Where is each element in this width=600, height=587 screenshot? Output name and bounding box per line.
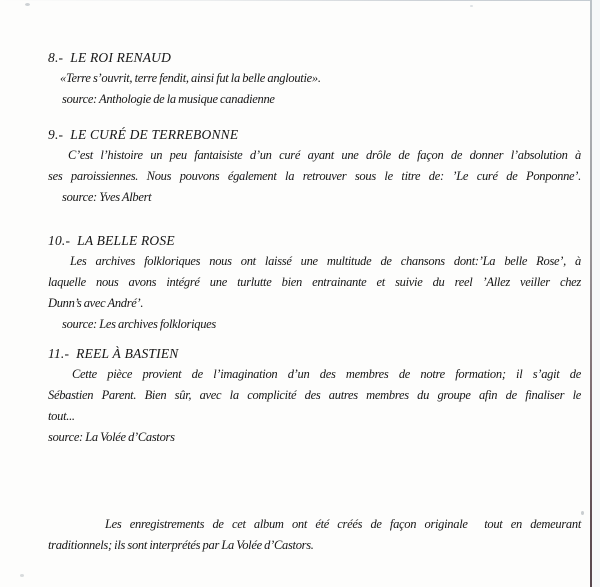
track-section-8 <box>48 47 581 110</box>
track-title: REEL À BASTIEN <box>76 346 179 361</box>
track-heading <box>48 124 581 145</box>
track-quote: «Terre s’ouvrit, terre fendit, ainsi fut la belle angloutie». <box>60 71 321 85</box>
scan-paper-edge-top <box>0 0 600 1</box>
track-title: LE CURÉ DE TERREBONNE <box>70 127 239 142</box>
track-title: LE ROI RENAUD <box>70 50 172 65</box>
scan-dust-speck <box>470 5 473 7</box>
track-number: 11.- <box>48 346 70 361</box>
track-description-line: Dunn’s avec André’. <box>48 296 144 310</box>
track-source: source: Les archives folkloriques <box>62 317 216 331</box>
scan-background-strip <box>592 0 600 587</box>
track-title: LA BELLE ROSE <box>77 233 175 248</box>
track-number: 8.- <box>48 50 64 65</box>
track-description-line: C’est l’histoire un peu fantaisiste d’un curé ayant une drôle de façon de donner l’absolution à <box>68 148 581 162</box>
track-description-line: Sébastien Parent. Bien sûr, avec la complicité des autres membres du groupe afin de finaliser le <box>48 388 581 402</box>
scan-paper-edge-right <box>590 0 592 587</box>
track-section-9 <box>48 124 581 208</box>
track-heading <box>48 47 581 68</box>
liner-notes-page <box>48 47 581 556</box>
track-description-line: ses paroissiennes. Nous pouvons également la retrouver sous le titre de: ’Le curé de Ponponne’. <box>48 169 581 183</box>
track-heading <box>48 343 581 364</box>
track-number: 9.- <box>48 127 64 142</box>
track-number: 10.- <box>48 233 71 248</box>
track-section-10 <box>48 230 581 335</box>
track-source: source: La Volée d’Castors <box>48 430 175 444</box>
track-description-line: laquelle nous avons intégré une turlutte bien entrainante et suivie du reel ’Allez veiller chez <box>48 275 581 289</box>
scan-dust-speck <box>20 574 24 577</box>
track-description-line: Cette pièce provient de l’imagination d’un des membres de notre formation; il s’agit de <box>72 367 581 381</box>
scan-dust-speck <box>581 511 584 515</box>
track-source: source: Anthologie de la musique canadienne <box>62 92 275 106</box>
album-note-line: Les enregistrements de cet album ont été créés de façon originale tout en demeurant <box>105 517 581 531</box>
track-section-11 <box>48 343 581 448</box>
scan-dust-speck <box>25 3 30 6</box>
track-heading <box>48 230 581 251</box>
track-description-line: tout... <box>48 409 75 423</box>
album-note <box>48 514 581 556</box>
album-note-line: traditionnels; ils sont interprétés par La Volée d’Castors. <box>48 538 314 552</box>
track-source: source: Yves Albert <box>62 190 152 204</box>
track-description-line: Les archives folkloriques nous ont laissé une multitude de chansons dont:’La belle Rose’, à <box>70 254 581 268</box>
